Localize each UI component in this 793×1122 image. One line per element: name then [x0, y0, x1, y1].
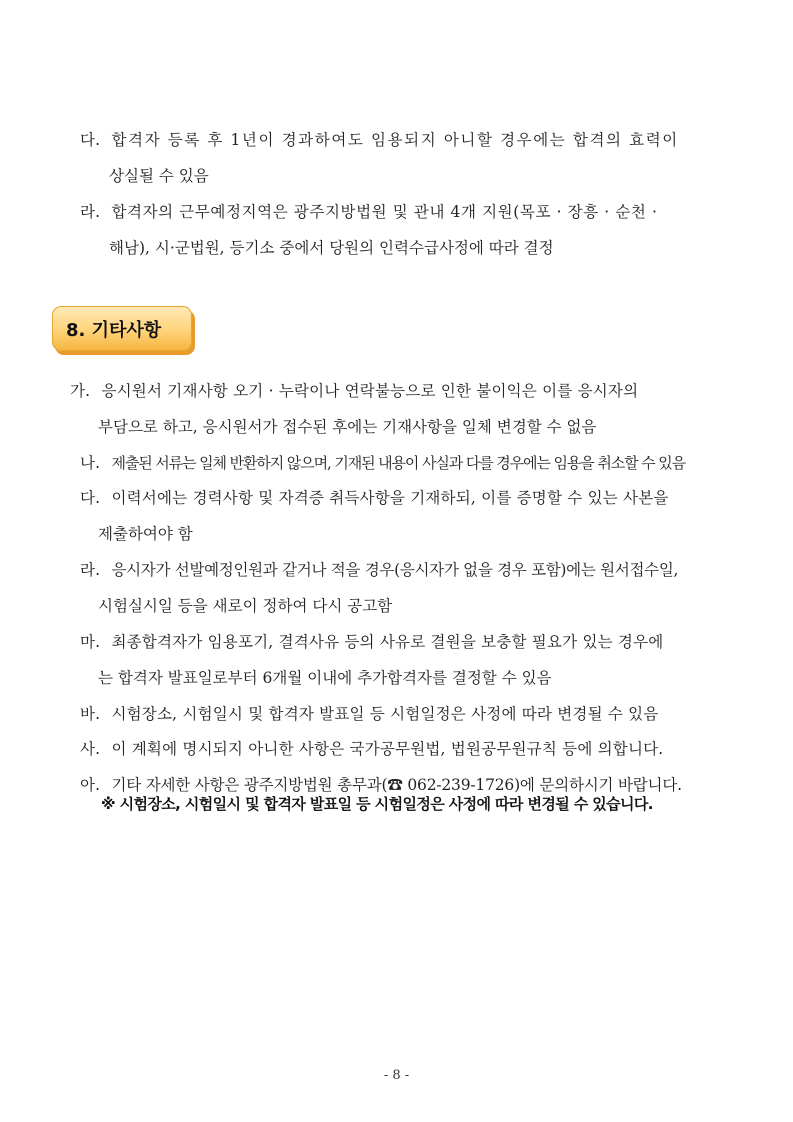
item-marker: 라. [80, 203, 101, 221]
item-text: 이 계획에 명시되지 아니한 사항은 국가공무원법, 법원공무원규칙 등에 의합니다. [111, 740, 664, 758]
item-text: 제출된 서류는 일체 반환하지 않으며, 기재된 내용이 사실과 다를 경우에는 임용을 취소할 수 있음 [111, 454, 686, 472]
item-da-continuation: 제출하여야 함 [98, 525, 193, 543]
page-number: - 8 - [383, 1068, 410, 1083]
item-text: 응시원서 기재사항 오기 · 누락이나 연락불능으로 인한 불이익은 이를 응시자의 [101, 382, 639, 400]
item-text: 최종합격자가 임용포기, 결격사유 등의 사유로 결원을 보충할 필요가 있는 경우에 [111, 633, 664, 651]
item-na [80, 445, 685, 481]
item-text: 응시자가 선발예정인원과 같거나 적을 경우(응시자가 없을 경우 포함)에는 원서접수일, [111, 561, 679, 579]
section-title: 8. 기타사항 [66, 319, 162, 341]
upper-item-da [80, 122, 679, 158]
item-marker: 다. [80, 131, 101, 149]
item-ba [80, 696, 659, 732]
upper-item-ra [80, 194, 658, 230]
item-text: 합격자 등록 후 1년이 경과하여도 임용되지 아니할 경우에는 합격의 효력이 [111, 131, 679, 149]
item-da [80, 480, 669, 516]
item-marker: 사. [80, 740, 101, 758]
item-marker: 다. [80, 489, 101, 507]
item-marker: 마. [80, 633, 101, 651]
schedule-change-notice: ※ 시험장소, 시험일시 및 합격자 발표일 등 시험일정은 사정에 따라 변경될 수 있습니다. [101, 795, 653, 813]
section-heading-badge [52, 306, 192, 351]
item-text: 시험장소, 시험일시 및 합격자 발표일 등 시험일정은 사정에 따라 변경될 수 있음 [111, 705, 659, 723]
item-sa [80, 731, 663, 767]
upper-item-da-continuation: 상실될 수 있음 [109, 167, 209, 185]
item-marker: 라. [80, 561, 101, 579]
item-marker: 아. [80, 776, 101, 794]
item-ra [80, 552, 678, 588]
item-ma [80, 624, 663, 660]
item-ga [70, 373, 638, 409]
item-marker: 바. [80, 705, 101, 723]
item-ra-continuation: 시험실시일 등을 새로이 정하여 다시 공고함 [98, 597, 393, 615]
upper-item-ra-continuation: 해남), 시·군법원, 등기소 중에서 당원의 인력수급사정에 따라 결정 [109, 239, 554, 257]
item-marker: 나. [80, 454, 101, 472]
item-text: 합격자의 근무예정지역은 광주지방법원 및 관내 4개 지원(목포 · 장흥 · 순천 · [111, 203, 658, 221]
item-marker: 가. [70, 382, 91, 400]
item-text: 기타 자세한 사항은 광주지방법원 총무과(☎ 062-239-1726)에 문의하시기 바랍니다. [111, 776, 682, 794]
item-ga-continuation: 부담으로 하고, 응시원서가 접수된 후에는 기재사항을 일체 변경할 수 없음 [98, 418, 597, 436]
item-ma-continuation: 는 합격자 발표일로부터 6개월 이내에 추가합격자를 결정할 수 있음 [98, 669, 552, 687]
item-text: 이력서에는 경력사항 및 자격증 취득사항을 기재하되, 이를 증명할 수 있는 사본을 [111, 489, 669, 507]
